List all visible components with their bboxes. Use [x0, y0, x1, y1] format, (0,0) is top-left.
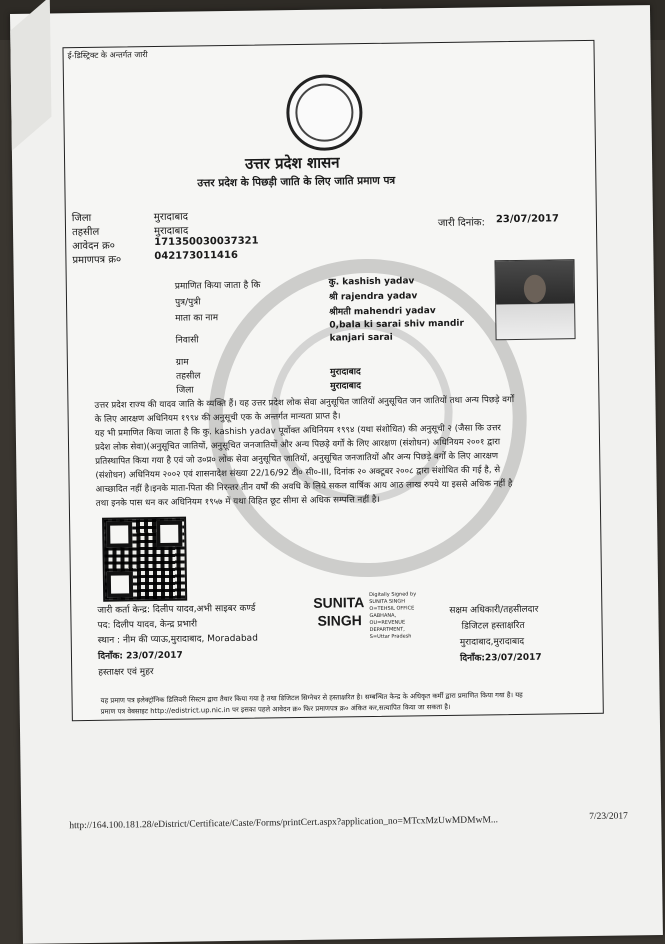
field-label: जिला — [176, 385, 194, 396]
body-line: (संशोधन) अधिनियम २००२ एवं शासनादेश संख्या 22/16/92 टी० सी०-III, दिनांक २० अक्टूबर २००८ द्वारा संशोधित की गई है, से — [95, 465, 501, 481]
applicant-photo — [494, 259, 575, 340]
print-date: 7/23/2017 — [589, 811, 628, 822]
certificate-number: 042173011416 — [154, 249, 238, 263]
issuer-date: दिनाँक: 23/07/2017 — [97, 650, 183, 662]
issue-date-label: जारी दिनांक: — [437, 217, 486, 230]
field-label: प्रमाणित किया जाता है कि — [174, 280, 261, 292]
officer-location: मुरादाबाद,मुरादाबाद — [459, 636, 525, 648]
signature-detail: Digitally Signed by — [369, 591, 417, 599]
field-label: ग्राम — [175, 357, 189, 368]
issuer-place: स्थान : नीम की प्याऊ,मुरादाबाद, Moradabad — [97, 633, 258, 646]
paper-fold — [10, 0, 51, 151]
footnote-line: प्रमाण पत्र वेबसाइट http://edistrict.up.nic.in पर इसका पहले आवेदन क्र० फिर प्रमाणपत्र क्र० अंकित कर,सत्यापित किया जा सकता है। — [100, 702, 451, 716]
field-label: निवासी — [175, 335, 199, 346]
body-line: प्रदेश लोक सेवा)(अनुसूचित जातियों, अनुसूचित जनजातियों और अन्य पिछड़े वर्गों के लिए आरक्षण (संशोधन) अधिनियम २००१ द्वारा — [94, 437, 501, 453]
issue-date: 23/07/2017 — [495, 213, 559, 226]
body-line: यह भी प्रमाणित किया जाता है कि कु. kashish yadav पूर्वोक्त अधिनियम १९९४ (यथा संशोधित) की अनुसूची २ (जैसा कि उत्तर — [94, 423, 501, 439]
body-line: आच्छादित नहीं है।इनके माता-पिता की निरन्तर तीन वर्षों की अवधि के लिये सकल वार्षिक आय आठ लाख रुपये या इससे अधिक नहीं है — [95, 479, 513, 495]
signature-detail: O=TEHSIL OFFICE — [369, 605, 415, 613]
up-government-seal-icon — [286, 74, 363, 151]
issuer-centre: जारी कर्ता केन्द्र: दिलीप यादव,अभी साइबर कर्ण्ड — [97, 603, 256, 616]
signature-detail: SUNITA SINGH — [369, 598, 406, 606]
field-label: आवेदन क्र० — [72, 240, 116, 253]
father-name: श्री rajendra yadav — [328, 291, 418, 303]
field-label: तहसील — [71, 226, 100, 239]
field-value: मुरादाबाद — [153, 225, 189, 238]
mother-name: श्रीमती mahendri yadav — [329, 306, 436, 318]
field-label: माता का नाम — [175, 313, 219, 324]
body-line: उत्तर प्रदेश राज्य की यादव जाति के व्यक्ति हैं। यह उत्तर प्रदेश लोक सेवा अनुसूचित जातियों अनुसूचित जन जातियों तथा अन्य पिछड़े वर्गों — [94, 395, 515, 411]
applicant-name: कु. kashish yadav — [328, 276, 415, 288]
qr-code-icon — [102, 517, 187, 602]
signature-detail: DEPARTMENT, — [369, 626, 405, 634]
officer-date: दिनाँक:23/07/2017 — [459, 652, 542, 664]
officer-title: सक्षम अधिकारी/तहसीलदार — [449, 604, 539, 616]
page-subtitle: उत्तर प्रदेश के पिछड़ी जाति के लिए जाति प्रमाण पत्र — [197, 174, 396, 190]
footnote-line: यह प्रमाण पत्र इलेक्ट्रॉनिक डिलिवरी सिस्टम द्वारा तैयार किया गया है तथा डिजिटल सिग्नेचर से हस्ताक्षरित है। सम्बन्धित केन्द्र के अधिकृत कर्मी द्वारा प्रमाणित किया गया है। यह — [100, 690, 523, 705]
body-line: तथा इनके पास धन कर अधिनियम १९५७ में यथा विहित छूट सीमा से अधिक सम्पत्ति नहीं है। — [95, 494, 380, 509]
certificate-frame — [62, 40, 603, 721]
officer-signed-note: डिजिटल हस्ताक्षरित — [461, 620, 525, 632]
header-note: ई-डिस्ट्रिक्ट के अन्तर्गत जारी — [67, 50, 148, 61]
issuer-post: पद: दिलीप यादव, केन्द्र प्रभारी — [97, 619, 198, 631]
body-line: प्रतिस्थापित किया गया है एवं जो उ०प्र० लोक सेवा अनुसूचित जातियों, अनुसूचित जनजातियों और अन्य पिछड़े वर्गों के लिए आरक्षण — [95, 451, 499, 467]
tehsil-value: मुरादाबाद — [329, 367, 361, 378]
signer-name-line1: SUNITA — [313, 594, 365, 611]
field-label: तहसील — [176, 371, 201, 382]
signature-detail: S=Uttar Pradesh — [369, 633, 412, 641]
print-url: http://164.100.181.28/eDistrict/Certificate/Caste/Forms/printCert.aspx?application_no=MTcxMzUwMDMwM... — [69, 815, 499, 832]
certificate-paper — [10, 5, 663, 944]
application-number: 171350030037321 — [154, 235, 259, 249]
field-value: मुरादाबाद — [153, 211, 189, 224]
address: 0,bala ki sarai shiv mandir kanjari sarai — [329, 318, 464, 344]
field-label: पुत्र/पुत्री — [174, 297, 201, 308]
page-title: उत्तर प्रदेश शासन — [244, 153, 340, 173]
field-label: जिला — [71, 212, 92, 225]
district-value: मुरादाबाद — [330, 381, 362, 392]
body-line: के लिए आरक्षण अधिनियम १९९४ की अनुसूची एक के अन्तर्गत मान्यता प्राप्त है। — [94, 411, 341, 425]
signature-detail: GABHANA, — [369, 612, 397, 620]
field-label: प्रमाणपत्र क्र० — [72, 254, 122, 267]
signature-detail: OU=REVENUE — [369, 619, 406, 627]
issuer-signature-label: हस्ताक्षर एवं मुहर — [98, 667, 154, 678]
signer-name-line2: SINGH — [317, 612, 362, 629]
